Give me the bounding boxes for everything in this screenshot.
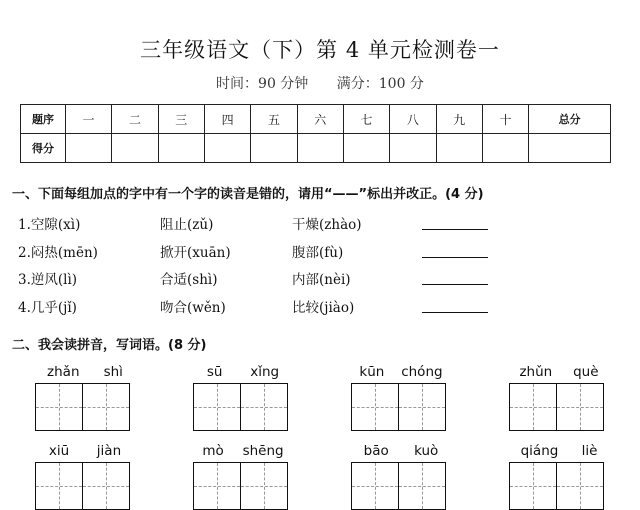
score-table-header-row	[21, 105, 611, 134]
pinyin-syllable: shēng	[242, 443, 284, 459]
score-cell[interactable]	[529, 134, 611, 163]
score-cell[interactable]	[482, 134, 528, 163]
option-c: 比较(jiào)	[292, 300, 355, 316]
exam-full-score: 满分：100 分	[336, 76, 424, 92]
score-table-col: 九	[436, 105, 482, 134]
writing-grid[interactable]	[509, 383, 604, 431]
writing-grid[interactable]	[193, 383, 288, 431]
writing-grid[interactable]	[509, 462, 604, 510]
writing-grid[interactable]	[35, 383, 130, 431]
section2-heading: 二、我会读拼音，写词语。(8 分)	[12, 338, 207, 353]
score-table-col: 八	[390, 105, 436, 134]
pinyin-syllable: mò	[202, 443, 224, 459]
option-b: 阻止(zǔ)	[160, 217, 214, 233]
pinyin-syllable: xiū	[48, 443, 70, 459]
option-b: 吻合(wěn)	[160, 300, 226, 316]
score-table-score-row	[21, 134, 611, 163]
option-a: 2.闷热(mēn)	[18, 245, 98, 261]
score-cell[interactable]	[112, 134, 158, 163]
exam-time: 时间：90 分钟	[216, 76, 309, 92]
pinyin-syllable: zhǔn	[519, 364, 553, 380]
option-c: 干燥(zhào)	[292, 217, 362, 233]
option-a: 3.逆风(lì)	[18, 272, 78, 288]
score-cell[interactable]	[343, 134, 389, 163]
writing-grid[interactable]	[351, 462, 446, 510]
score-table-row-label: 题序	[21, 105, 66, 134]
score-cell[interactable]	[158, 134, 204, 163]
pinyin-syllable: shì	[103, 364, 123, 380]
writing-grid[interactable]	[35, 462, 130, 510]
writing-grid[interactable]	[351, 383, 446, 431]
option-c: 内部(nèi)	[292, 272, 351, 288]
answer-blank[interactable]	[422, 257, 488, 258]
score-cell[interactable]	[390, 134, 436, 163]
pinyin-syllable: qiáng	[520, 443, 559, 459]
score-cell[interactable]	[251, 134, 297, 163]
score-cell[interactable]	[66, 134, 112, 163]
option-b: 合适(shì)	[160, 272, 218, 288]
score-table-row-label: 得分	[21, 134, 66, 163]
score-table-total-label: 总分	[529, 105, 611, 134]
option-a: 4.几乎(jǐ)	[18, 300, 77, 316]
score-table-col: 一	[66, 105, 112, 134]
pinyin-syllable: què	[573, 364, 599, 380]
answer-blank[interactable]	[422, 284, 488, 285]
pinyin-syllable: jiàn	[96, 443, 122, 459]
pinyin-syllable: xǐng	[250, 364, 280, 380]
score-table	[20, 104, 611, 163]
answer-blank[interactable]	[422, 312, 488, 313]
pinyin-syllable: chóng	[401, 364, 443, 380]
answer-blank[interactable]	[422, 229, 488, 230]
score-cell[interactable]	[436, 134, 482, 163]
writing-grid[interactable]	[193, 462, 288, 510]
pinyin-syllable: sū	[206, 364, 223, 380]
page-title: 三年级语文（下）第 4 单元检测卷一	[140, 38, 500, 62]
score-cell[interactable]	[204, 134, 250, 163]
score-table-col: 二	[112, 105, 158, 134]
score-table-col: 十	[482, 105, 528, 134]
option-b: 掀开(xuān)	[160, 245, 231, 261]
score-table-col: 五	[251, 105, 297, 134]
pinyin-syllable: kuò	[414, 443, 439, 459]
pinyin-syllable: kūn	[359, 364, 385, 380]
score-table-col: 七	[343, 105, 389, 134]
exam-info	[0, 73, 640, 93]
score-cell[interactable]	[297, 134, 343, 163]
option-c: 腹部(fù)	[292, 245, 344, 261]
option-a: 1.空隙(xì)	[18, 217, 81, 233]
score-table-col: 六	[297, 105, 343, 134]
section1-heading: 一、下面每组加点的字中有一个字的读音是错的，请用“——”标出并改正。(4 分)	[12, 187, 484, 202]
pinyin-syllable: liè	[581, 443, 598, 459]
pinyin-syllable: bāo	[363, 443, 389, 459]
score-table-col: 三	[158, 105, 204, 134]
pinyin-syllable: zhǎn	[47, 364, 80, 380]
score-table-col: 四	[204, 105, 250, 134]
